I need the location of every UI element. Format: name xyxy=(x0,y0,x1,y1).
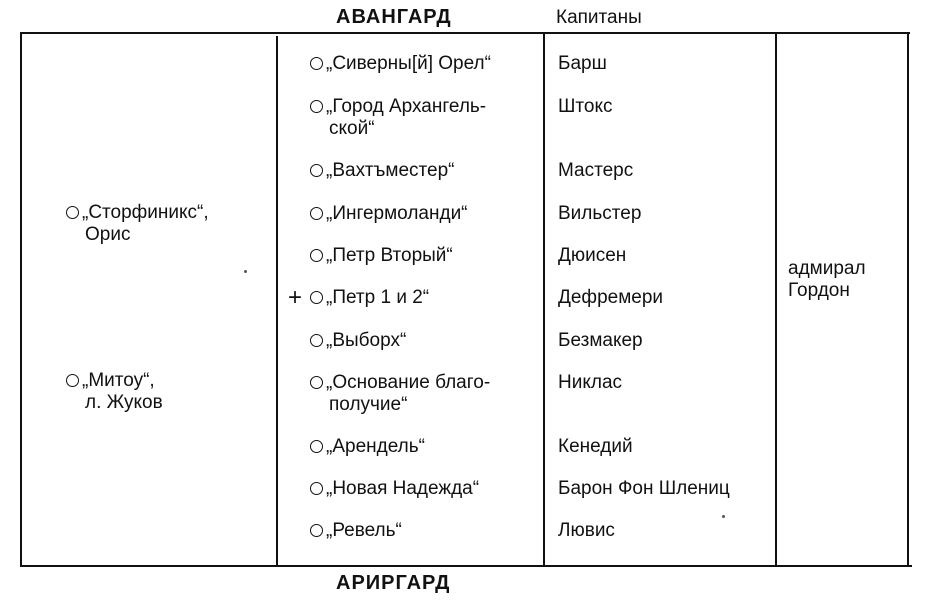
column-divider-right xyxy=(775,34,777,566)
circle-icon xyxy=(310,376,323,389)
admiral-name: Гордон xyxy=(788,280,850,301)
circle-icon xyxy=(310,440,323,453)
circle-icon xyxy=(66,374,79,387)
ship-row-4 xyxy=(310,203,468,225)
ship-name: „Выборх“ xyxy=(326,330,407,351)
table-right-border xyxy=(907,34,909,566)
captain-8: Никлас xyxy=(558,372,623,393)
circle-icon xyxy=(66,206,79,219)
circle-icon xyxy=(310,524,323,537)
captain-4: Вильстер xyxy=(558,203,642,224)
circle-icon xyxy=(310,207,323,220)
ship-row-7 xyxy=(310,330,406,352)
avangard-heading: АВАНГАРД xyxy=(336,6,452,28)
circle-icon xyxy=(310,334,323,347)
captains-heading: Капитаны xyxy=(556,7,642,28)
ship-name: „Основание благо- xyxy=(326,372,491,393)
ship-row-1 xyxy=(310,53,491,75)
table-left-border xyxy=(20,32,22,567)
ship-name: „Ревель“ xyxy=(326,520,402,541)
column-divider-left xyxy=(276,36,278,566)
captain-7: Безмакер xyxy=(558,330,643,351)
left-ship-1-name: „Сторфиникс“, xyxy=(82,202,209,223)
admiral-label xyxy=(788,258,866,302)
ship-name: „Петр 1 и 2“ xyxy=(326,287,430,308)
captain-1: Барш xyxy=(558,53,607,74)
left-ship-1-captain: Орис xyxy=(85,224,131,245)
left-ship-2 xyxy=(66,370,163,414)
ship-name-continuation: ской“ xyxy=(329,118,375,139)
ship-row-6 xyxy=(310,287,429,309)
circle-icon xyxy=(310,249,323,262)
left-ship-1 xyxy=(66,202,209,246)
captain-10: Барон Фон Шлениц xyxy=(558,478,730,499)
ship-name: „Новая Надежда“ xyxy=(326,478,480,499)
ship-row-2 xyxy=(310,96,486,140)
left-ship-2-name: „Митоу“, xyxy=(82,370,155,391)
ship-name: „Сиверны[й] Орел“ xyxy=(326,53,491,74)
ship-row-5 xyxy=(310,245,453,267)
scan-speck xyxy=(722,515,725,518)
table-bottom-border xyxy=(20,565,912,567)
plus-mark: + xyxy=(288,284,303,311)
ship-name: „Петр Вторый“ xyxy=(326,245,453,266)
captain-11: Лювис xyxy=(558,520,615,541)
left-ship-2-captain: л. Жуков xyxy=(85,392,163,413)
column-divider-middle xyxy=(543,34,545,566)
captain-6: Дефремери xyxy=(558,287,664,308)
ship-row-9 xyxy=(310,436,425,458)
circle-icon xyxy=(310,291,323,304)
circle-icon xyxy=(310,164,323,177)
ariergard-heading: АРИРГАРД xyxy=(336,572,451,594)
circle-icon xyxy=(310,57,323,70)
ship-row-11 xyxy=(310,520,402,542)
ship-name-continuation: получие“ xyxy=(329,394,408,415)
ship-row-3 xyxy=(310,160,455,182)
captain-2: Штокс xyxy=(558,96,613,117)
circle-icon xyxy=(310,482,323,495)
captain-5: Дюисен xyxy=(558,245,627,266)
circle-icon xyxy=(310,100,323,113)
ship-row-8 xyxy=(310,372,490,416)
ship-row-10 xyxy=(310,478,479,500)
admiral-title: адмирал xyxy=(788,258,866,279)
captain-9: Кенедий xyxy=(558,436,633,457)
ship-name: „Город Архангель- xyxy=(326,96,487,117)
ship-name: „Вахтъместер“ xyxy=(326,160,455,181)
ship-name: „Арендель“ xyxy=(326,436,425,457)
scan-speck xyxy=(244,270,247,273)
ship-name: „Ингермоланди“ xyxy=(326,203,468,224)
captain-3: Мастерс xyxy=(558,160,634,181)
